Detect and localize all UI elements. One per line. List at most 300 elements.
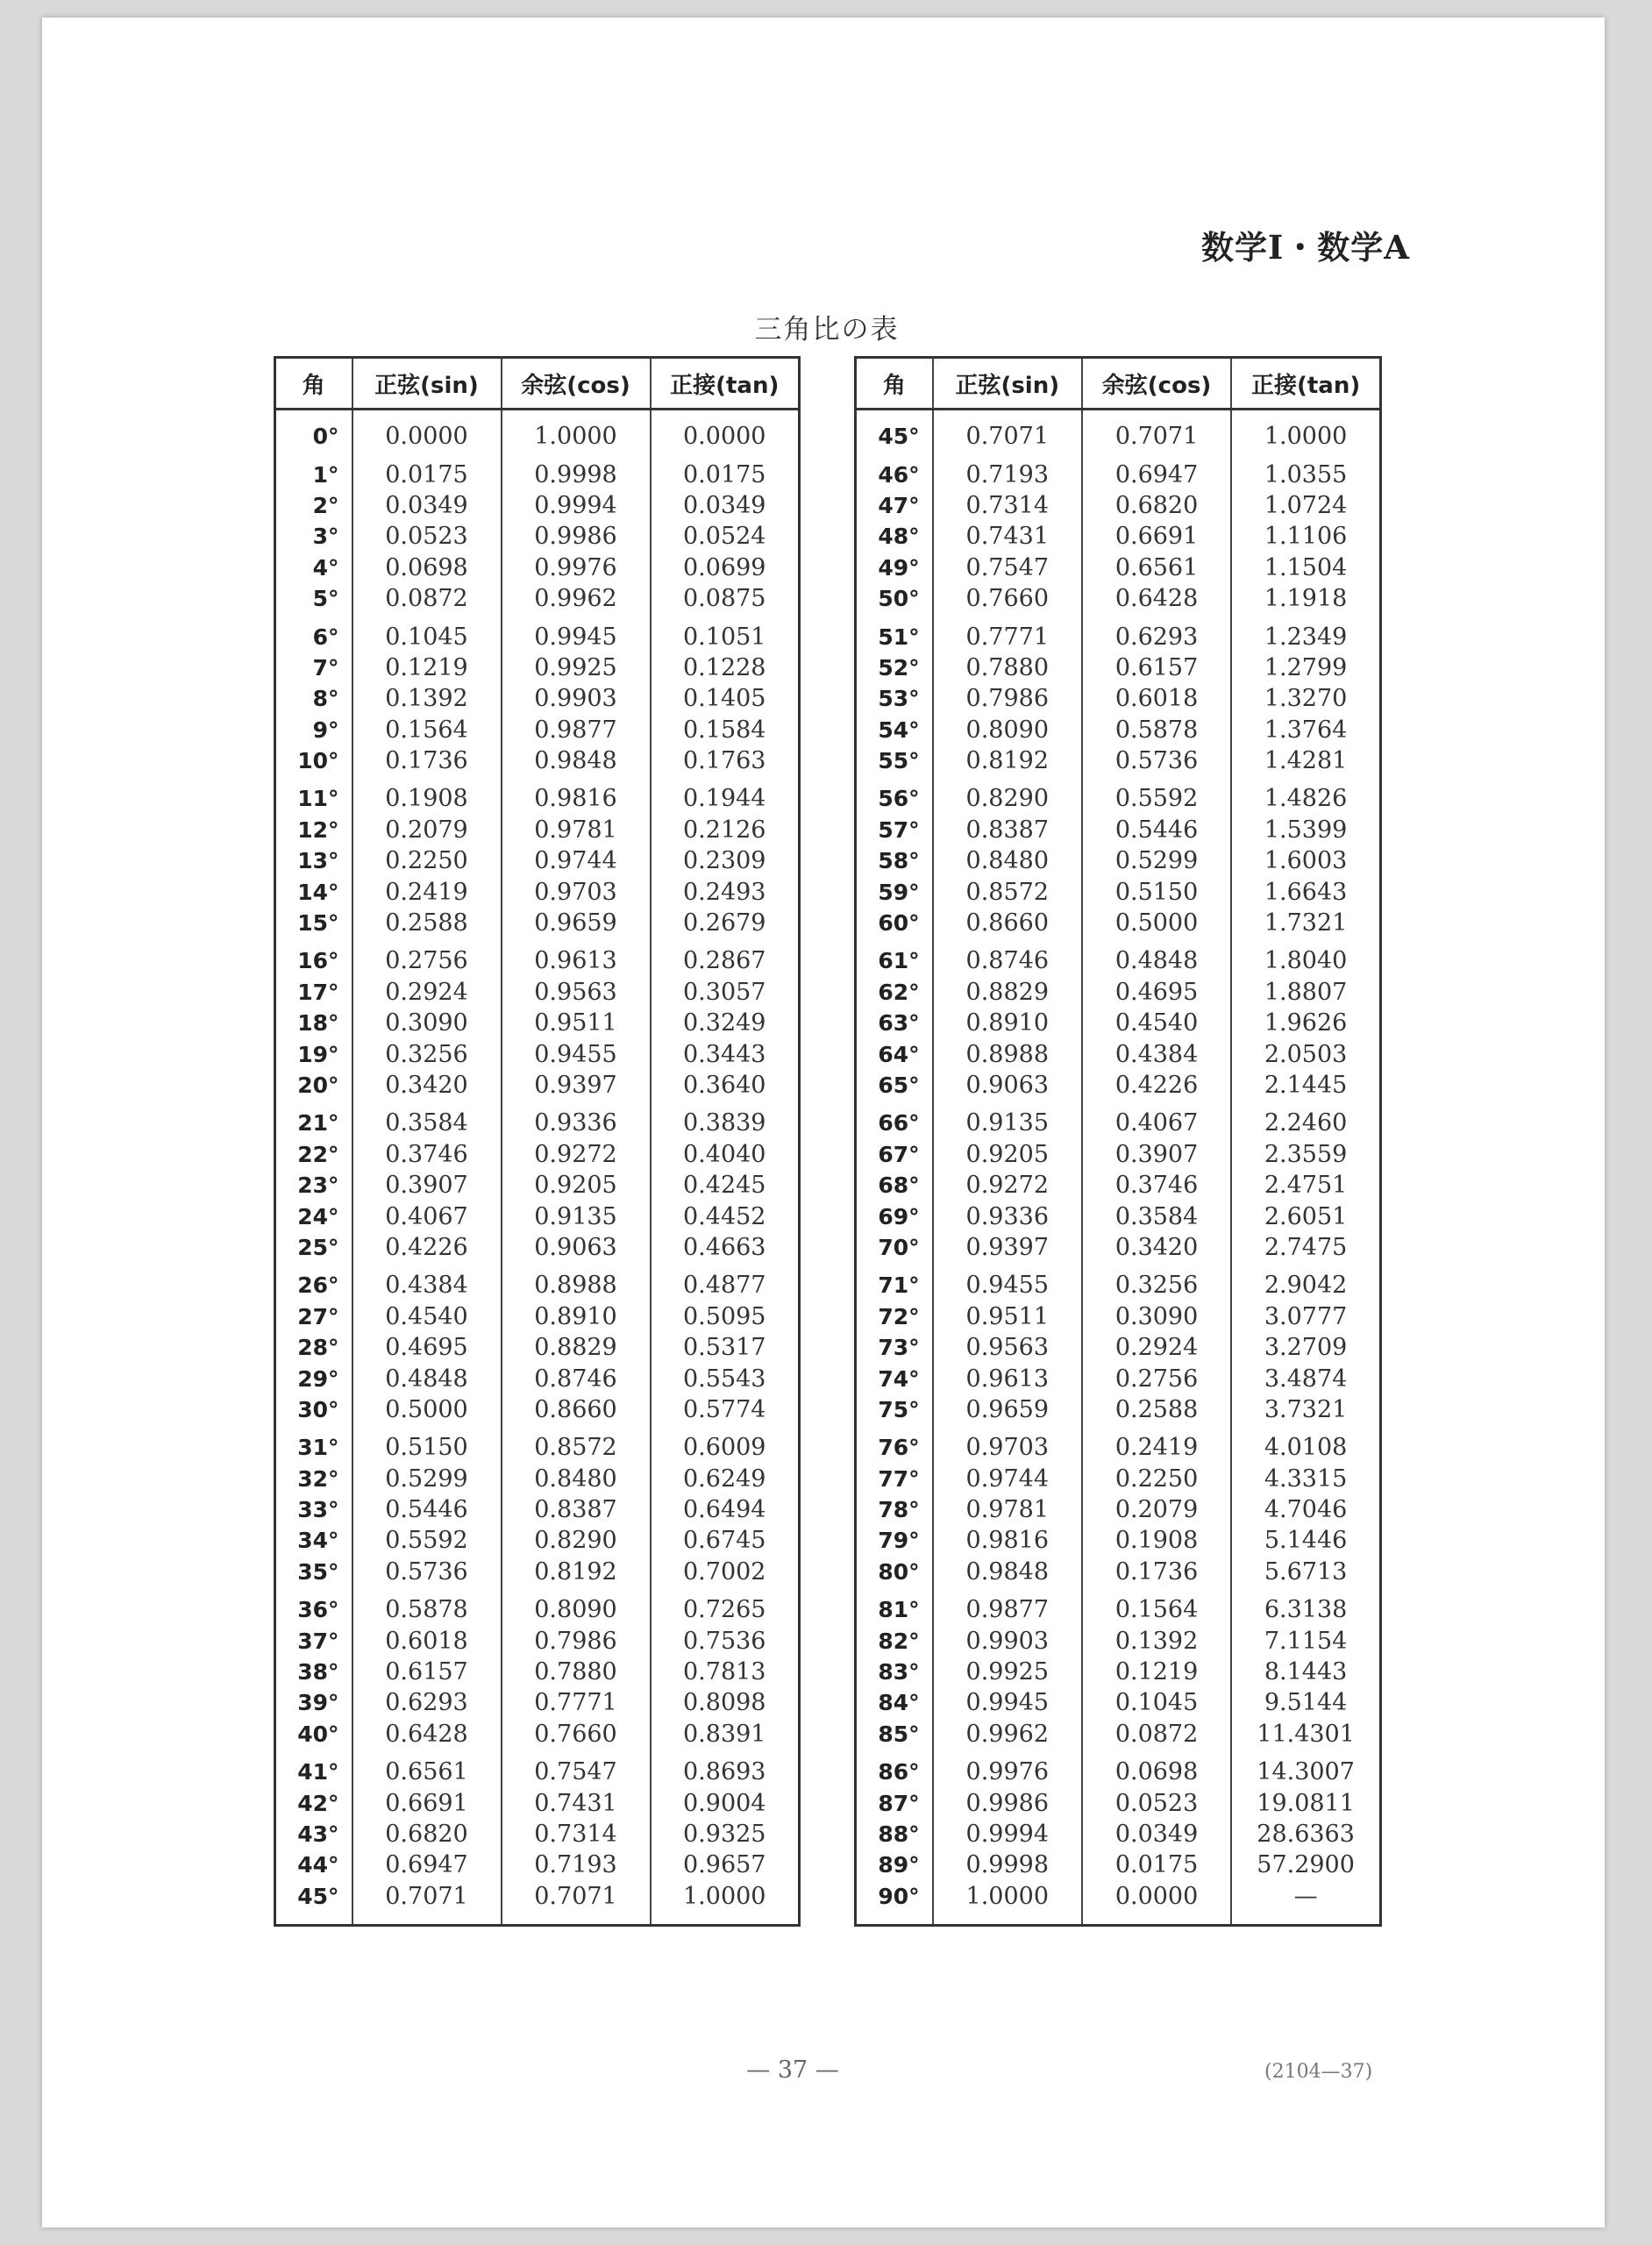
angle-cell: 7°	[275, 652, 352, 683]
col-header-cos: 余弦(cos)	[502, 358, 651, 410]
cos-cell: 0.6561	[1082, 552, 1231, 583]
cos-cell: 0.9816	[502, 776, 651, 814]
tan-cell: 0.7813	[651, 1657, 800, 1687]
table-row	[275, 776, 800, 814]
table-row	[856, 1787, 1381, 1818]
table-row	[856, 410, 1381, 453]
table-row	[275, 490, 800, 521]
angle-cell: 28°	[275, 1332, 352, 1363]
cos-cell: 0.5150	[1082, 876, 1231, 907]
tan-cell: 0.7265	[651, 1587, 800, 1625]
table-row	[856, 1170, 1381, 1201]
angle-cell: 90°	[856, 1881, 933, 1926]
tan-cell: 0.6494	[651, 1494, 800, 1525]
table-row	[856, 908, 1381, 938]
tan-cell: 1.6003	[1231, 845, 1380, 876]
sin-cell: 1.0000	[933, 1881, 1082, 1926]
cos-cell: 0.9397	[502, 1070, 651, 1101]
angle-cell: 4°	[275, 552, 352, 583]
angle-cell: 74°	[856, 1363, 933, 1393]
table-row	[275, 1101, 800, 1138]
sin-cell: 0.9455	[933, 1263, 1082, 1301]
sin-cell: 0.9976	[933, 1750, 1082, 1787]
table-row	[856, 1557, 1381, 1587]
angle-cell: 22°	[275, 1139, 352, 1170]
table-row	[275, 1363, 800, 1393]
tan-cell: 0.6745	[651, 1525, 800, 1556]
tan-cell: 19.0811	[1231, 1787, 1380, 1818]
angle-cell: 9°	[275, 715, 352, 745]
sin-cell: 0.9816	[933, 1525, 1082, 1556]
table-row	[275, 908, 800, 938]
cos-cell: 0.9848	[502, 745, 651, 776]
tan-cell: 1.4281	[1231, 745, 1380, 776]
angle-cell: 54°	[856, 715, 933, 745]
angle-cell: 61°	[856, 938, 933, 976]
angle-cell: 3°	[275, 521, 352, 552]
table-row	[275, 1332, 800, 1363]
sin-cell: 0.8660	[933, 908, 1082, 938]
sin-cell: 0.9613	[933, 1363, 1082, 1393]
table-row	[275, 977, 800, 1008]
table-row	[275, 552, 800, 583]
tan-cell: 0.6009	[651, 1425, 800, 1463]
table-row	[856, 1494, 1381, 1525]
angle-cell: 63°	[856, 1008, 933, 1038]
table-row	[856, 614, 1381, 652]
cos-cell: 0.9781	[502, 815, 651, 845]
angle-cell: 57°	[856, 815, 933, 845]
tan-cell: 2.3559	[1231, 1139, 1380, 1170]
angle-cell: 38°	[275, 1657, 352, 1687]
col-header-tan: 正接(tan)	[1231, 358, 1380, 410]
sin-cell: 0.4540	[352, 1301, 502, 1332]
table-row	[275, 1849, 800, 1880]
table-row	[275, 1719, 800, 1750]
sin-cell: 0.7547	[933, 552, 1082, 583]
tan-cell: 3.2709	[1231, 1332, 1380, 1363]
table-row	[275, 1232, 800, 1263]
cos-cell: 0.4384	[1082, 1038, 1231, 1069]
angle-cell: 19°	[275, 1038, 352, 1069]
table-row	[856, 1263, 1381, 1301]
angle-cell: 30°	[275, 1394, 352, 1425]
tan-cell: 0.5317	[651, 1332, 800, 1363]
table-row	[275, 452, 800, 489]
cos-cell: 0.9703	[502, 876, 651, 907]
sin-cell: 0.7314	[933, 490, 1082, 521]
col-header-sin: 正弦(sin)	[933, 358, 1082, 410]
sin-cell: 0.3256	[352, 1038, 502, 1069]
table-row	[275, 1687, 800, 1718]
sin-cell: 0.4384	[352, 1263, 502, 1301]
sin-cell: 0.7986	[933, 683, 1082, 714]
cos-cell: 0.1045	[1082, 1687, 1231, 1718]
cos-cell: 0.7071	[1082, 410, 1231, 453]
cos-cell: 0.9744	[502, 845, 651, 876]
tan-cell: 0.5095	[651, 1301, 800, 1332]
table-row	[275, 1201, 800, 1231]
sin-cell: 0.3584	[352, 1101, 502, 1138]
table-row	[275, 876, 800, 907]
trig-table-right-body	[856, 410, 1381, 1926]
sin-cell: 0.8572	[933, 876, 1082, 907]
table-row	[275, 1494, 800, 1525]
tan-cell: 0.0175	[651, 452, 800, 489]
tan-cell: 1.6643	[1231, 876, 1380, 907]
sin-cell: 0.9744	[933, 1464, 1082, 1494]
table-row	[275, 1394, 800, 1425]
cos-cell: 0.3420	[1082, 1232, 1231, 1263]
cos-cell: 0.6947	[1082, 452, 1231, 489]
table-row	[275, 1587, 800, 1625]
angle-cell: 73°	[856, 1332, 933, 1363]
tan-cell: 2.4751	[1231, 1170, 1380, 1201]
angle-cell: 1°	[275, 452, 352, 489]
cos-cell: 0.9976	[502, 552, 651, 583]
sin-cell: 0.6691	[352, 1787, 502, 1818]
angle-cell: 59°	[856, 876, 933, 907]
table-row	[856, 1657, 1381, 1687]
sin-cell: 0.2419	[352, 876, 502, 907]
cos-cell: 0.8829	[502, 1332, 651, 1363]
tan-cell: 2.9042	[1231, 1263, 1380, 1301]
tan-cell: 0.1405	[651, 683, 800, 714]
cos-cell: 0.1219	[1082, 1657, 1231, 1687]
table-row	[856, 1819, 1381, 1849]
cos-cell: 0.3584	[1082, 1201, 1231, 1231]
cos-cell: 0.8480	[502, 1464, 651, 1494]
cos-cell: 0.9925	[502, 652, 651, 683]
sin-cell: 0.1392	[352, 683, 502, 714]
document-page	[42, 18, 1605, 2227]
sin-cell: 0.6293	[352, 1687, 502, 1718]
table-row	[275, 1425, 800, 1463]
angle-cell: 72°	[856, 1301, 933, 1332]
sin-cell: 0.0000	[352, 410, 502, 453]
table-row	[856, 1070, 1381, 1101]
angle-cell: 56°	[856, 776, 933, 814]
sin-cell: 0.2588	[352, 908, 502, 938]
sin-cell: 0.2250	[352, 845, 502, 876]
tan-cell: 0.9004	[651, 1787, 800, 1818]
angle-cell: 66°	[856, 1101, 933, 1138]
table-row	[856, 938, 1381, 976]
sin-cell: 0.5878	[352, 1587, 502, 1625]
sin-cell: 0.7660	[933, 583, 1082, 614]
table-row	[856, 1587, 1381, 1625]
tan-cell: 3.7321	[1231, 1394, 1380, 1425]
sin-cell: 0.9135	[933, 1101, 1082, 1138]
sin-cell: 0.2924	[352, 977, 502, 1008]
angle-cell: 68°	[856, 1170, 933, 1201]
tan-cell: 3.4874	[1231, 1363, 1380, 1393]
table-row	[856, 1038, 1381, 1069]
table-row	[856, 1719, 1381, 1750]
cos-cell: 0.3256	[1082, 1263, 1231, 1301]
table-row	[856, 1394, 1381, 1425]
sin-cell: 0.5150	[352, 1425, 502, 1463]
tan-cell: 0.0349	[651, 490, 800, 521]
table-header-row	[856, 358, 1381, 410]
sin-cell: 0.3420	[352, 1070, 502, 1101]
tan-cell: 0.4245	[651, 1170, 800, 1201]
cos-cell: 0.0000	[1082, 1881, 1231, 1926]
trig-table-right	[854, 356, 1382, 1927]
tan-cell: 5.1446	[1231, 1525, 1380, 1556]
angle-cell: 89°	[856, 1849, 933, 1880]
tan-cell: 28.6363	[1231, 1819, 1380, 1849]
tan-cell: 1.8807	[1231, 977, 1380, 1008]
tan-cell: 9.5144	[1231, 1687, 1380, 1718]
sin-cell: 0.9962	[933, 1719, 1082, 1750]
angle-cell: 12°	[275, 815, 352, 845]
angle-cell: 25°	[275, 1232, 352, 1263]
sin-cell: 0.3746	[352, 1139, 502, 1170]
sin-cell: 0.6018	[352, 1625, 502, 1656]
tan-cell: 0.8391	[651, 1719, 800, 1750]
sin-cell: 0.2756	[352, 938, 502, 976]
sin-cell: 0.4695	[352, 1332, 502, 1363]
table-row	[275, 1881, 800, 1926]
angle-cell: 62°	[856, 977, 933, 1008]
tan-cell: 4.7046	[1231, 1494, 1380, 1525]
table-row	[856, 1425, 1381, 1463]
page-number: — 37 —	[746, 2056, 839, 2084]
cos-cell: 0.8090	[502, 1587, 651, 1625]
sin-cell: 0.6947	[352, 1849, 502, 1880]
table-row	[856, 683, 1381, 714]
angle-cell: 17°	[275, 977, 352, 1008]
tan-cell: 2.6051	[1231, 1201, 1380, 1231]
cos-cell: 0.3907	[1082, 1139, 1231, 1170]
angle-cell: 67°	[856, 1139, 933, 1170]
table-row	[856, 1881, 1381, 1926]
sin-cell: 0.5736	[352, 1557, 502, 1587]
tan-cell: 0.1228	[651, 652, 800, 683]
sin-cell: 0.3090	[352, 1008, 502, 1038]
angle-cell: 75°	[856, 1394, 933, 1425]
angle-cell: 33°	[275, 1494, 352, 1525]
tan-cell: 0.8693	[651, 1750, 800, 1787]
angle-cell: 29°	[275, 1363, 352, 1393]
table-row	[275, 1787, 800, 1818]
sin-cell: 0.7880	[933, 652, 1082, 683]
table-row	[275, 1525, 800, 1556]
cos-cell: 0.5592	[1082, 776, 1231, 814]
sin-cell: 0.7071	[933, 410, 1082, 453]
angle-cell: 78°	[856, 1494, 933, 1525]
tan-cell: 0.5774	[651, 1394, 800, 1425]
cos-cell: 0.7986	[502, 1625, 651, 1656]
tan-cell: 2.0503	[1231, 1038, 1380, 1069]
tan-cell: 1.4826	[1231, 776, 1380, 814]
angle-cell: 81°	[856, 1587, 933, 1625]
sin-cell: 0.9903	[933, 1625, 1082, 1656]
cos-cell: 0.6691	[1082, 521, 1231, 552]
col-header-angle: 角	[856, 358, 933, 410]
sin-cell: 0.9877	[933, 1587, 1082, 1625]
angle-cell: 53°	[856, 683, 933, 714]
table-row	[275, 815, 800, 845]
table-row	[275, 683, 800, 714]
tan-cell: 0.9657	[651, 1849, 800, 1880]
cos-cell: 0.6820	[1082, 490, 1231, 521]
angle-cell: 48°	[856, 521, 933, 552]
table-row	[856, 1525, 1381, 1556]
cos-cell: 0.9945	[502, 614, 651, 652]
angle-cell: 24°	[275, 1201, 352, 1231]
sin-cell: 0.9336	[933, 1201, 1082, 1231]
sin-cell: 0.6561	[352, 1750, 502, 1787]
table-row	[275, 521, 800, 552]
subject-title: 数学Ⅰ・数学A	[1200, 228, 1410, 267]
col-header-cos: 余弦(cos)	[1082, 358, 1231, 410]
cos-cell: 0.9877	[502, 715, 651, 745]
angle-cell: 26°	[275, 1263, 352, 1301]
sin-cell: 0.7771	[933, 614, 1082, 652]
sin-cell: 0.3907	[352, 1170, 502, 1201]
tan-cell: 14.3007	[1231, 1750, 1380, 1787]
cos-cell: 0.2079	[1082, 1494, 1231, 1525]
tan-cell: 1.9626	[1231, 1008, 1380, 1038]
col-header-angle: 角	[275, 358, 352, 410]
tan-cell: —	[1231, 1881, 1380, 1926]
angle-cell: 71°	[856, 1263, 933, 1301]
tan-cell: 0.1763	[651, 745, 800, 776]
cos-cell: 0.4848	[1082, 938, 1231, 976]
sin-cell: 0.0349	[352, 490, 502, 521]
cos-cell: 0.6018	[1082, 683, 1231, 714]
table-row	[275, 1170, 800, 1201]
table-row	[275, 1750, 800, 1787]
table-row	[275, 1557, 800, 1587]
cos-cell: 0.0698	[1082, 1750, 1231, 1787]
sin-cell: 0.8829	[933, 977, 1082, 1008]
angle-cell: 77°	[856, 1464, 933, 1494]
table-row	[275, 583, 800, 614]
angle-cell: 58°	[856, 845, 933, 876]
sin-cell: 0.5000	[352, 1394, 502, 1425]
sin-cell: 0.8480	[933, 845, 1082, 876]
table-row	[275, 1657, 800, 1687]
sin-cell: 0.7193	[933, 452, 1082, 489]
tan-cell: 0.7002	[651, 1557, 800, 1587]
table-row	[856, 583, 1381, 614]
sin-cell: 0.9925	[933, 1657, 1082, 1687]
tan-cell: 0.0524	[651, 521, 800, 552]
sin-cell: 0.6428	[352, 1719, 502, 1750]
table-row	[856, 977, 1381, 1008]
table-row	[275, 1263, 800, 1301]
angle-cell: 13°	[275, 845, 352, 876]
tan-cell: 57.2900	[1231, 1849, 1380, 1880]
sin-cell: 0.9563	[933, 1332, 1082, 1363]
table-row	[856, 776, 1381, 814]
angle-cell: 8°	[275, 683, 352, 714]
cos-cell: 0.9511	[502, 1008, 651, 1038]
angle-cell: 2°	[275, 490, 352, 521]
tan-cell: 0.6249	[651, 1464, 800, 1494]
cos-cell: 0.8572	[502, 1425, 651, 1463]
cos-cell: 0.6428	[1082, 583, 1231, 614]
sin-cell: 0.9998	[933, 1849, 1082, 1880]
tan-cell: 0.2126	[651, 815, 800, 845]
tan-cell: 0.3057	[651, 977, 800, 1008]
angle-cell: 44°	[275, 1849, 352, 1880]
sin-cell: 0.4848	[352, 1363, 502, 1393]
sin-cell: 0.0698	[352, 552, 502, 583]
sin-cell: 0.7431	[933, 521, 1082, 552]
tan-cell: 3.0777	[1231, 1301, 1380, 1332]
table-row	[856, 1849, 1381, 1880]
cos-cell: 0.8387	[502, 1494, 651, 1525]
table-row	[856, 1201, 1381, 1231]
cos-cell: 0.8910	[502, 1301, 651, 1332]
table-row	[275, 1038, 800, 1069]
table-row	[856, 1750, 1381, 1787]
cos-cell: 0.6293	[1082, 614, 1231, 652]
tan-cell: 7.1154	[1231, 1625, 1380, 1656]
angle-cell: 37°	[275, 1625, 352, 1656]
cos-cell: 0.1564	[1082, 1587, 1231, 1625]
tan-cell: 0.3839	[651, 1101, 800, 1138]
trig-table-left	[274, 356, 801, 1927]
table-row	[275, 652, 800, 683]
tan-cell: 0.7536	[651, 1625, 800, 1656]
angle-cell: 69°	[856, 1201, 933, 1231]
cos-cell: 0.9659	[502, 908, 651, 938]
cos-cell: 0.7431	[502, 1787, 651, 1818]
tan-cell: 0.3443	[651, 1038, 800, 1069]
table-row	[856, 1464, 1381, 1494]
sin-cell: 0.0872	[352, 583, 502, 614]
angle-cell: 88°	[856, 1819, 933, 1849]
sin-cell: 0.9063	[933, 1070, 1082, 1101]
tan-cell: 0.1584	[651, 715, 800, 745]
cos-cell: 0.2419	[1082, 1425, 1231, 1463]
sin-cell: 0.8387	[933, 815, 1082, 845]
table-row	[856, 521, 1381, 552]
angle-cell: 45°	[275, 1881, 352, 1926]
angle-cell: 82°	[856, 1625, 933, 1656]
table-row	[275, 1139, 800, 1170]
angle-cell: 0°	[275, 410, 352, 453]
tan-cell: 1.0355	[1231, 452, 1380, 489]
tan-cell: 1.8040	[1231, 938, 1380, 976]
tan-cell: 1.3270	[1231, 683, 1380, 714]
tan-cell: 0.2867	[651, 938, 800, 976]
table-row	[275, 1301, 800, 1332]
sin-cell: 0.6157	[352, 1657, 502, 1687]
angle-cell: 52°	[856, 652, 933, 683]
angle-cell: 18°	[275, 1008, 352, 1038]
table-row	[275, 1008, 800, 1038]
document-code: (2104—37)	[1264, 2061, 1373, 2083]
tan-cell: 0.0875	[651, 583, 800, 614]
tan-cell: 0.4663	[651, 1232, 800, 1263]
sin-cell: 0.9272	[933, 1170, 1082, 1201]
sin-cell: 0.7071	[352, 1881, 502, 1926]
table-row	[275, 614, 800, 652]
cos-cell: 0.9205	[502, 1170, 651, 1201]
tan-cell: 1.1504	[1231, 552, 1380, 583]
tan-cell: 0.1051	[651, 614, 800, 652]
sin-cell: 0.9781	[933, 1494, 1082, 1525]
tan-cell: 2.1445	[1231, 1070, 1380, 1101]
angle-cell: 35°	[275, 1557, 352, 1587]
sin-cell: 0.8746	[933, 938, 1082, 976]
